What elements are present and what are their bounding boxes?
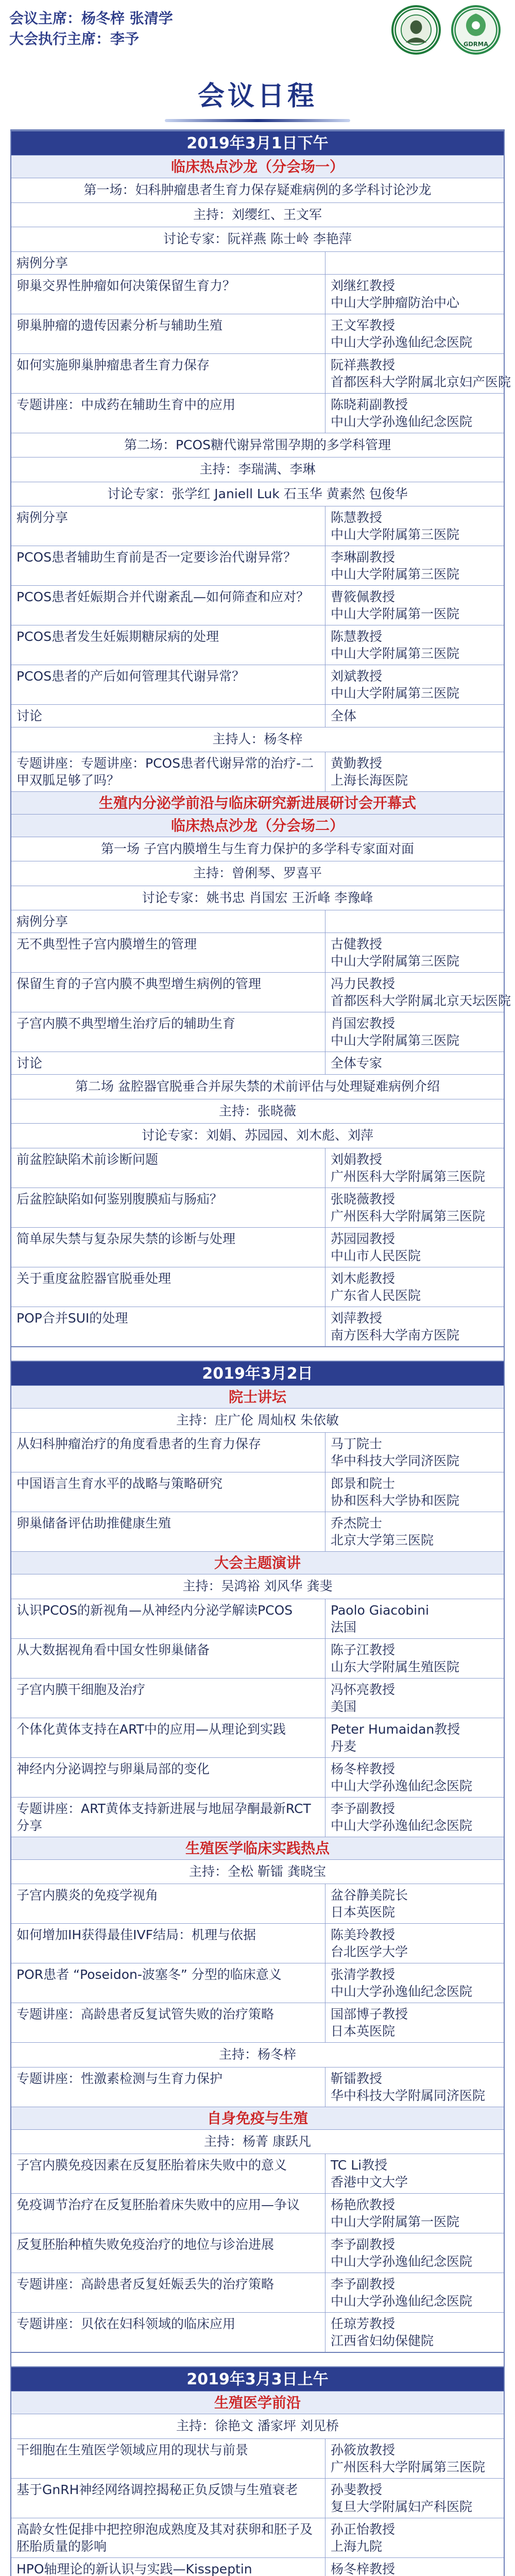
speaker-affiliation: 中山大学孙逸仙纪念医院 (331, 1984, 473, 1999)
speaker-name: 陈子江教授 (331, 1642, 396, 1657)
agenda-row (11, 1599, 504, 1638)
speaker-affiliation: 中山大学孙逸仙纪念医院 (331, 2294, 473, 2309)
speaker-affiliation: 中山大学孙逸仙纪念医院 (331, 334, 473, 350)
talk-topic: 专题讲座：高龄患者反复妊娠丢失的治疗策略 (11, 2273, 325, 2312)
talk-topic: 免疫调节治疗在反复胚胎着床失败中的应用—争议 (11, 2194, 325, 2233)
session-info: 主持：全松 靳镭 龚晓宝 (11, 1859, 504, 1884)
speaker-cell (325, 2518, 504, 2557)
speaker-affiliation: 中山大学附属第三医院 (331, 954, 460, 969)
talk-topic: PCOS患者的产后如何管理其代谢异常？ (11, 665, 325, 704)
speaker-affiliation: 江西省妇幼保健院 (331, 2333, 434, 2348)
session-info: 主持：杨菁 康跃凡 (11, 2129, 504, 2154)
agenda-row (11, 933, 504, 972)
agenda-row (11, 1432, 504, 1472)
talk-topic: 专题讲座：中成药在辅助生育中的应用 (11, 394, 325, 433)
talk-topic: 后盆腔缺陷如何鉴别腹膜疝与肠疝？ (11, 1188, 325, 1227)
talk-topic: 基于GnRH神经网络调控揭秘正负反馈与生殖衰老 (11, 2479, 325, 2518)
talk-topic: 前盆腔缺陷术前诊断问题 (11, 1148, 325, 1188)
agenda-row (11, 1012, 504, 1052)
speaker-cell (325, 354, 515, 393)
agenda-row (11, 1923, 504, 1963)
speaker-name: 李予副教授 (331, 1801, 396, 1816)
agenda-row (11, 1267, 504, 1307)
agenda-row (11, 1884, 504, 1923)
speaker-name: 冯力民教授 (331, 976, 396, 991)
agenda-row (11, 251, 504, 274)
talk-topic: 神经内分泌调控与卵巢局部的变化 (11, 1758, 325, 1797)
talk-topic: 如何实施卵巢肿瘤患者生育力保存 (11, 354, 325, 393)
talk-topic: 专题讲座：高龄患者反复试管失败的治疗策略 (11, 2003, 325, 2042)
speaker-cell (325, 2194, 504, 2233)
talk-topic: 讨论 (11, 705, 325, 727)
session-info: 主持：张晓薇 (11, 1099, 504, 1124)
speaker-name: 陈慧教授 (331, 629, 383, 644)
speaker-cell (325, 394, 504, 433)
agenda-row (11, 546, 504, 585)
session-title: 院士讲坛 (11, 1385, 504, 1408)
agenda-row (11, 1678, 504, 1718)
speaker-affiliation: 复旦大学附属妇产科医院 (331, 2499, 473, 2514)
speaker-name: 盆谷静美院长 (331, 1888, 408, 1903)
day-header: 2019年3月2日 (11, 1361, 504, 1385)
speaker-name: 肖国宏教授 (331, 1016, 396, 1031)
speaker-name: 刘萍教授 (331, 1310, 383, 1326)
speaker-name: Paolo Giacobini (331, 1602, 430, 1618)
day-header: 2019年3月1日下午 (11, 130, 504, 155)
agenda-row (11, 506, 504, 546)
talk-topic: 病例分享 (11, 506, 325, 546)
speaker-affiliation: 广州医科大学附属第三医院 (331, 1168, 486, 1184)
speaker-cell (325, 1433, 504, 1472)
speaker-name: 乔杰院士 (331, 1516, 383, 1531)
talk-topic: 从大数据视角看中国女性卵巢储备 (11, 1639, 325, 1678)
speaker-cell (325, 2439, 504, 2478)
session-info: 第二场 盆腔器官脱垂合并尿失禁的术前评估与处理疑难病例介绍 (11, 1074, 504, 1099)
day-separator (11, 2352, 504, 2366)
agenda-row (11, 2067, 504, 2107)
session-title: 生殖医学前沿 (11, 2391, 504, 2414)
speaker-cell (325, 665, 504, 704)
speaker-cell (325, 1639, 504, 1678)
agenda-row (11, 1512, 504, 1551)
agenda-row (11, 1718, 504, 1757)
gdrma-logo-icon (453, 7, 499, 53)
speaker-name: 杨冬梓教授 (331, 2561, 396, 2576)
talk-topic: 关于重度盆腔器官脱垂处理 (11, 1267, 325, 1307)
speaker-name: 孙斐教授 (331, 2482, 383, 2497)
speaker-cell (325, 1679, 504, 1718)
speaker-name: 杨冬梓教授 (331, 1761, 396, 1776)
speaker-name: 陈美玲教授 (331, 1927, 396, 1942)
session-title: 临床热点沙龙（分会场二） (11, 814, 504, 837)
talk-topic: 讨论 (11, 1052, 325, 1074)
agenda-row (11, 585, 504, 625)
agenda-row (11, 353, 511, 393)
speaker-cell (325, 1924, 504, 1963)
speaker-name: 国部博子教授 (331, 2007, 408, 2022)
speaker-affiliation: 上海长海医院 (331, 772, 408, 788)
speaker-affiliation: 日本英医院 (331, 2024, 396, 2039)
day-header: 2019年3月3日上午 (11, 2366, 504, 2391)
talk-topic: 保留生育的子宫内膜不典型增生病例的管理 (11, 973, 325, 1012)
talk-topic: POP合并SUI的处理 (11, 1307, 325, 1346)
page-title: 会议日程 (197, 81, 317, 112)
speaker-cell (325, 1012, 504, 1052)
speaker-name: 李琳副教授 (331, 550, 396, 565)
speaker-affiliation: 日本英医院 (331, 1905, 396, 1920)
agenda-row (11, 2233, 504, 2273)
talk-topic: 病例分享 (11, 252, 325, 274)
agenda-row (11, 2193, 504, 2233)
talk-topic: 个体化黄体支持在ART中的应用—从理论到实践 (11, 1718, 325, 1757)
session-info: 主持：杨冬梓 (11, 2042, 504, 2067)
speaker-cell (325, 1512, 504, 1551)
talk-topic: 如何增加IH获得最佳IVF结局：机理与依据 (11, 1924, 325, 1963)
talk-topic: 专题讲座：性激素检测与生育力保护 (11, 2067, 325, 2107)
speaker-affiliation: 香港中文大学 (331, 2175, 408, 2190)
speaker-cell (325, 1188, 504, 1227)
speaker-name: 郎景和院士 (331, 1476, 396, 1491)
speaker-affiliation: 中山大学孙逸仙纪念医院 (331, 1778, 473, 1793)
agenda-row (11, 2273, 504, 2312)
talk-topic: 子宫内膜干细胞及治疗 (11, 1679, 325, 1718)
session-info: 讨论专家：张学红 Janiell Luk 石玉华 黄素然 包俊华 (11, 482, 504, 506)
talk-topic: 卵巢肿瘤的遗传因素分析与辅助生殖 (11, 314, 325, 353)
agenda-row (11, 2154, 504, 2193)
speaker-cell (325, 973, 515, 1012)
speaker-affiliation: 广州医科大学附属第三医院 (331, 2459, 486, 2475)
talk-topic: 简单尿失禁与复杂尿失禁的诊断与处理 (11, 1228, 325, 1267)
speaker-affiliation: 中山大学附属第三医院 (331, 646, 460, 661)
speaker-name: 孙正怡教授 (331, 2521, 396, 2537)
speaker-cell (325, 2154, 504, 2193)
title-area (0, 61, 515, 129)
speaker-cell (325, 2558, 504, 2576)
speaker-name: 靳镭教授 (331, 2071, 383, 2086)
speaker-name: 杨艳欣教授 (331, 2197, 396, 2212)
gdrma-logo (451, 5, 501, 55)
talk-topic: HPO轴理论的新认识与实践—Kisspeptin (11, 2558, 325, 2576)
university-seal-icon (393, 7, 439, 53)
speaker-name: 刘木彪教授 (331, 1270, 396, 1286)
talk-topic: PCOS患者妊娠期合并代谢紊乱—如何筛查和应对？ (11, 586, 325, 625)
session-title: 生殖内分泌学前沿与临床研究新进展研讨会开幕式 (11, 791, 504, 814)
agenda-row (11, 1638, 504, 1678)
speaker-name: 马丁院士 (331, 1436, 383, 1451)
session-title: 生殖医学临床实践热点 (11, 1837, 504, 1859)
agenda-row (11, 2557, 504, 2576)
speaker-cell (325, 1599, 504, 1638)
agenda-row (11, 2312, 504, 2352)
speaker-cell (325, 1884, 504, 1923)
speaker-affiliation: 南方医科大学南方医院 (331, 1327, 460, 1343)
speaker-name: 刘斌教授 (331, 669, 383, 684)
speaker-cell (325, 1758, 504, 1797)
speaker-cell (325, 2233, 504, 2273)
speaker-cell (325, 252, 504, 274)
talk-topic: 病例分享 (11, 910, 325, 933)
session-info: 第二场：PCOS糖代谢异常围孕期的多学科管理 (11, 433, 504, 457)
session-info: 讨论专家：刘娟、苏园园、刘木彪、刘萍 (11, 1123, 504, 1148)
talk-topic: POR患者 “Poseidon-波塞冬” 分型的临床意义 (11, 1963, 325, 2003)
speaker-cell (325, 1963, 504, 2003)
speaker-affiliation: 广东省人民医院 (331, 1287, 421, 1303)
session-info: 讨论专家：姚书忠 肖国宏 王沂峰 李豫峰 (11, 886, 504, 910)
speaker-cell (325, 2313, 504, 2352)
speaker-affiliation: 首都医科大学附属北京妇产医院 (331, 374, 511, 389)
speaker-cell (325, 2479, 504, 2518)
talk-topic: PCOS患者辅助生育前是否一定要诊治代谢异常？ (11, 546, 325, 585)
agenda-row (11, 393, 504, 433)
agenda-row (11, 2003, 504, 2042)
talk-topic: 专题讲座：贝依在妇科领域的临床应用 (11, 2313, 325, 2352)
talk-topic: 从妇科肿瘤治疗的角度看患者的生育力保存 (11, 1433, 325, 1472)
session-info: 主持：吴鸿裕 刘风华 龚斐 (11, 1574, 504, 1599)
speaker-cell (325, 2067, 504, 2107)
speaker-name: 苏园园教授 (331, 1231, 396, 1246)
session-info: 主持：刘缨红、王文军 (11, 202, 504, 227)
speaker-affiliation: 华中科技大学附属同济医院 (331, 2088, 486, 2103)
university-seal-logo (391, 5, 441, 55)
speaker-affiliation: 首都医科大学附属北京天坛医院 (331, 993, 511, 1008)
speaker-name: 古健教授 (331, 937, 383, 952)
agenda-table (10, 129, 511, 2576)
talk-topic: 子宫内膜炎的免疫学视角 (11, 1884, 325, 1923)
speaker-name: 张晓薇教授 (331, 1191, 396, 1207)
agenda-row (11, 1148, 504, 1188)
speaker-cell (325, 314, 504, 353)
agenda-row (11, 704, 504, 727)
agenda-row (11, 910, 504, 933)
speaker-name: 李予副教授 (331, 2237, 396, 2252)
speaker-affiliation: 中山大学附属第三医院 (331, 527, 460, 542)
speaker-cell (325, 752, 504, 791)
speaker-cell (325, 625, 504, 665)
speaker-cell (325, 1148, 504, 1188)
speaker-name: 黄勤教授 (331, 755, 383, 771)
speaker-cell (325, 1267, 504, 1307)
agenda-row (11, 2438, 504, 2478)
agenda-row (11, 1472, 504, 1512)
speaker-affiliation: 山东大学附属生殖医院 (331, 1659, 460, 1674)
talk-topic: 中国语言生育水平的战略与策略研究 (11, 1472, 325, 1512)
speaker-cell (325, 1052, 504, 1074)
agenda-row (11, 625, 504, 665)
speaker-affiliation: 中山大学孙逸仙纪念医院 (331, 1818, 473, 1833)
speaker-name: 王文军教授 (331, 317, 396, 333)
agenda-row (11, 1797, 504, 1837)
session-title: 大会主题演讲 (11, 1551, 504, 1574)
session-info: 主持：庄广伦 周灿权 朱依敏 (11, 1408, 504, 1433)
speaker-affiliation: 中山大学附属第一医院 (331, 606, 460, 621)
talk-topic: 子宫内膜免疫因素在反复胚胎着床失败中的意义 (11, 2154, 325, 2193)
agenda-row (11, 2518, 504, 2557)
talk-topic: 高龄女性促排中把控卵泡成熟度及其对获卵和胚子及胚胎质量的影响 (11, 2518, 325, 2557)
speaker-name: 陈晓莉副教授 (331, 397, 408, 412)
talk-topic: 干细胞在生殖医学领域应用的现状与前景 (11, 2439, 325, 2478)
speaker-cell (325, 506, 504, 546)
session-title: 自身免疫与生殖 (11, 2107, 504, 2129)
day-separator (11, 1346, 504, 1361)
speaker-affiliation: 台北医学大学 (331, 1944, 408, 1959)
speaker-affiliation: 广州医科大学附属第三医院 (331, 1208, 486, 1224)
agenda-row (11, 665, 504, 704)
talk-topic: 子宫内膜不典型增生治疗后的辅助生育 (11, 1012, 325, 1052)
agenda-row (11, 1227, 504, 1267)
speaker-affiliation: 中山大学肿瘤防治中心 (331, 295, 460, 310)
speaker-affiliation: 华中科技大学同济医院 (331, 1453, 460, 1468)
agenda-row (11, 1757, 504, 1797)
speaker-cell (325, 546, 504, 585)
page-header (0, 0, 515, 61)
session-title: 临床热点沙龙（分会场一） (11, 155, 504, 178)
speaker-cell (325, 933, 504, 972)
agenda-row (11, 1052, 504, 1074)
speaker-affiliation: 美国 (331, 1699, 357, 1714)
speaker-affiliation: 法国 (331, 1619, 357, 1635)
agenda-row (11, 1188, 504, 1227)
session-info: 主持：曾俐琴、罗喜平 (11, 861, 504, 886)
talk-topic: 认识PCOS的新视角—从神经内分泌学解读PCOS (11, 1599, 325, 1638)
speaker-affiliation: 中山大学附属第一医院 (331, 2214, 460, 2229)
session-info: 主持：李瑞满、李琳 (11, 457, 504, 482)
speaker-name: 任琼芳教授 (331, 2316, 396, 2331)
talk-topic: 卵巢交界性肿瘤如何决策保留生育力？ (11, 275, 325, 314)
speaker-cell (325, 1307, 504, 1346)
speaker-cell (325, 275, 504, 314)
speaker-name: 阮祥燕教授 (331, 357, 396, 372)
agenda-row (11, 314, 504, 353)
speaker-cell (325, 1718, 504, 1757)
title-underline (165, 119, 350, 122)
talk-topic: 无不典型性子宫内膜增生的管理 (11, 933, 325, 972)
speaker-affiliation: 中山大学附属第三医院 (331, 567, 460, 582)
session-info: 讨论专家：阮祥燕 陈士岭 李艳萍 (11, 227, 504, 251)
agenda-row (11, 1963, 504, 2003)
agenda-row (11, 274, 504, 314)
speaker-affiliation: 中山大学附属第三医院 (331, 1033, 460, 1048)
gdrma-logo-text: GDRMA (464, 40, 488, 48)
speaker-name: 孙筱放教授 (331, 2442, 396, 2458)
speaker-affiliation: 中山市人民医院 (331, 1248, 421, 1263)
speaker-name: 全体 (331, 708, 357, 723)
agenda-row (11, 752, 504, 791)
speaker-name: Peter Humaidan教授 (331, 1721, 460, 1737)
talk-topic: 反复胚胎种植失败免疫治疗的地位与诊治进展 (11, 2233, 325, 2273)
agenda-row (11, 1307, 504, 1346)
speaker-name: TC Li教授 (331, 2158, 388, 2173)
speaker-name: 张清学教授 (331, 1967, 396, 1982)
speaker-name: 冯怀亮教授 (331, 1682, 396, 1697)
speaker-name: 陈慧教授 (331, 510, 383, 525)
talk-topic: 专题讲座：ART黄体支持新进展与地屈孕酮最新RCT分享 (11, 1798, 325, 1837)
session-info: 主持人：杨冬梓 (11, 727, 504, 752)
speaker-affiliation: 协和医科大学协和医院 (331, 1493, 460, 1508)
conference-chair: 会议主席：杨冬梓 张清学 (9, 10, 173, 27)
speaker-affiliation: 北京大学第三医院 (331, 1533, 434, 1548)
speaker-affiliation: 中山大学附属第三医院 (331, 686, 460, 701)
speaker-cell (325, 1228, 504, 1267)
speaker-affiliation: 上海九院 (331, 2538, 383, 2554)
speaker-cell (325, 705, 504, 727)
executive-chair: 大会执行主席：李予 (9, 30, 140, 47)
talk-topic: 专题讲座：专题讲座：PCOS患者代谢异常的治疗-二甲双胍足够了吗？ (11, 752, 325, 791)
speaker-name: 刘娟教授 (331, 1151, 383, 1167)
session-info: 第一场 子宫内膜增生与生育力保护的多学科专家面对面 (11, 837, 504, 861)
agenda-row (11, 972, 511, 1012)
session-info: 主持：徐艳文 潘家坪 刘见桥 (11, 2414, 504, 2438)
talk-topic: PCOS患者发生妊娠期糖尿病的处理 (11, 625, 325, 665)
speaker-affiliation: 中山大学孙逸仙纪念医院 (331, 2254, 473, 2269)
speaker-cell (325, 586, 504, 625)
speaker-name: 全体专家 (331, 1056, 383, 1071)
speaker-cell (325, 1798, 504, 1837)
speaker-cell (325, 910, 504, 933)
talk-topic: 卵巢储备评估助推健康生殖 (11, 1512, 325, 1551)
speaker-name: 李予副教授 (331, 2277, 396, 2292)
speaker-name: 刘继红教授 (331, 278, 396, 293)
speaker-cell (325, 2003, 504, 2042)
speaker-affiliation: 中山大学孙逸仙纪念医院 (331, 414, 473, 429)
speaker-cell (325, 2273, 504, 2312)
speaker-affiliation: 丹麦 (331, 1738, 357, 1754)
agenda-row (11, 2478, 504, 2518)
session-info: 第一场：妇科肿瘤患者生育力保存疑难病例的多学科讨论沙龙 (11, 178, 504, 202)
speaker-cell (325, 1472, 504, 1512)
speaker-name: 曹筱佩教授 (331, 589, 396, 604)
